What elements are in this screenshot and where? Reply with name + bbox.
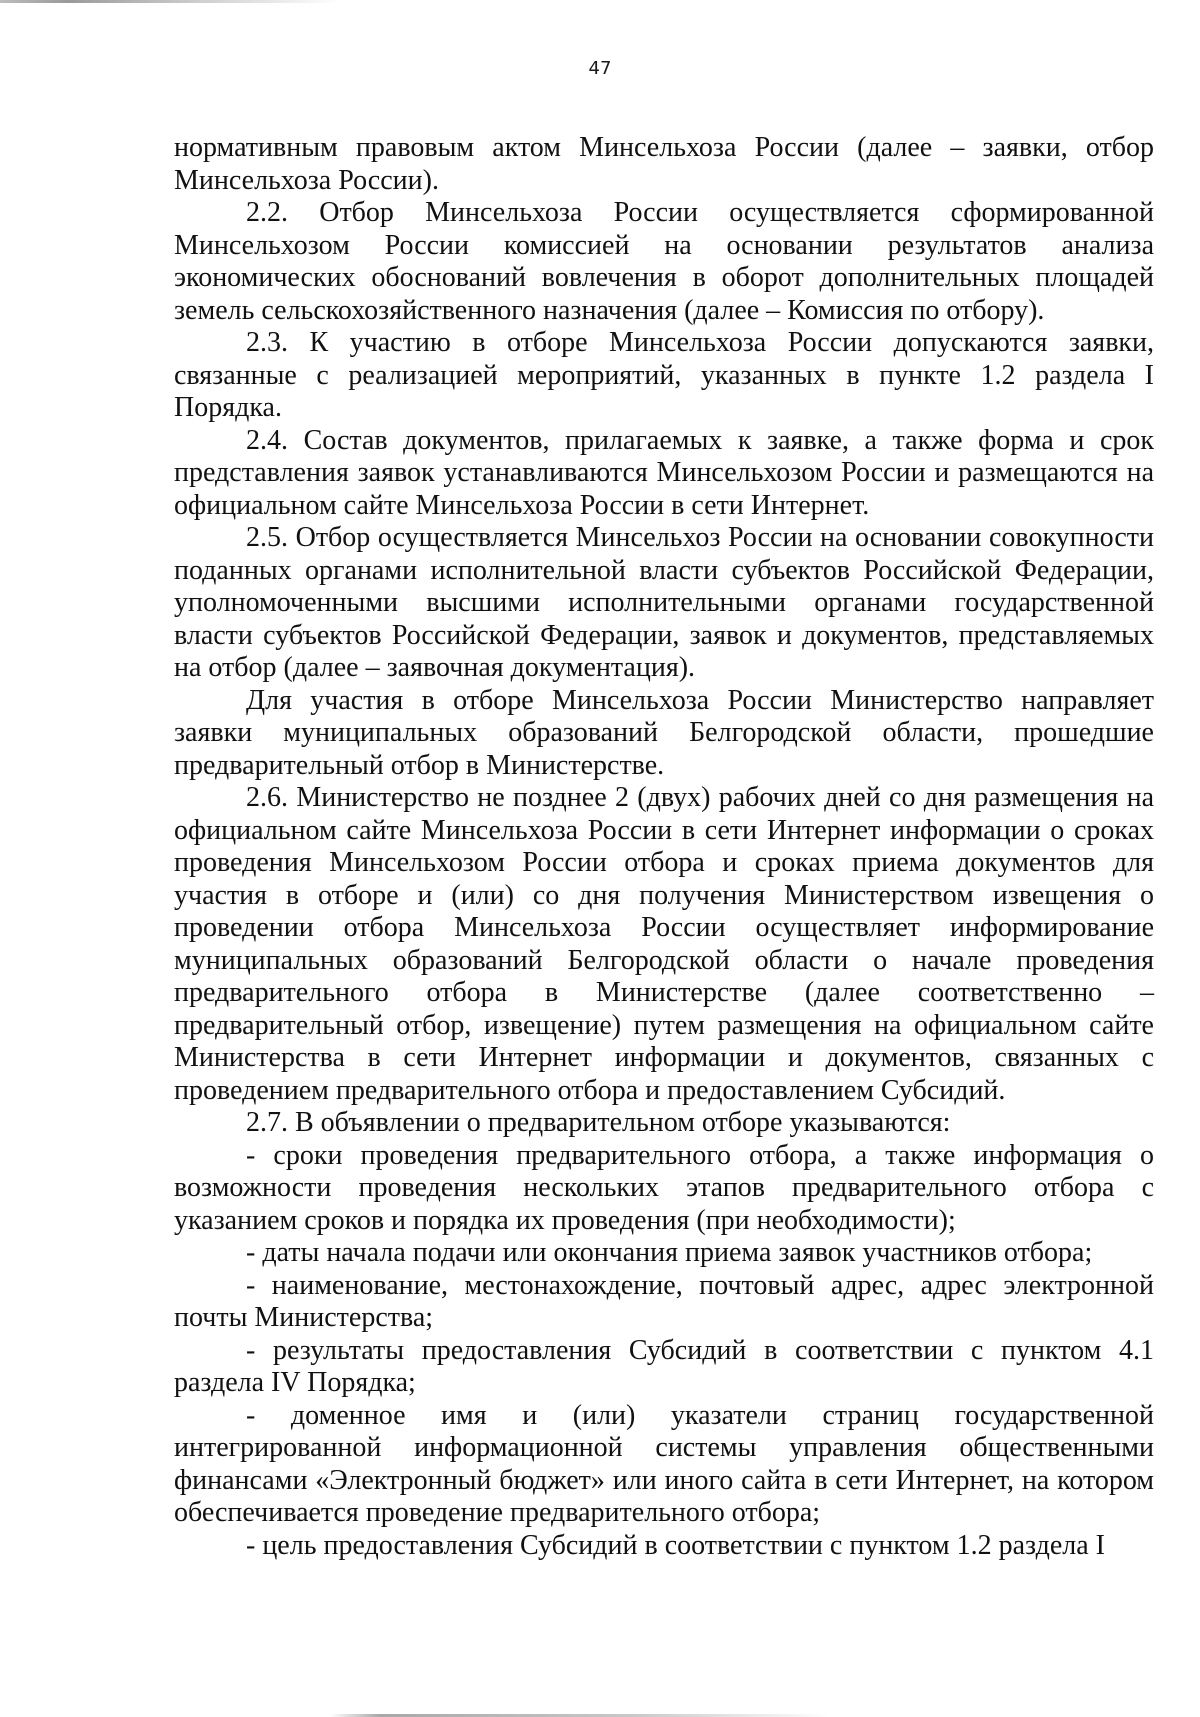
paragraph-2-4: 2.4. Состав документов, прилагаемых к заявке, а также форма и срок представления заявок устанавливаются Минсельхозом России и размещаются на официальном сайте Минсельхоза России в сети Интернет. xyxy=(174,424,1154,521)
paragraph-2-6: 2.6. Министерство не позднее 2 (двух) рабочих дней со дня размещения на официальном сайте Минсельхоза России в сети Интернет информации о сроках проведения Минсельхозом России отбора и сроках приема документов для участия в отборе и (или) со дня получения Министерством извещения о проведении отбора Минсельхоза России осуществляет информирование муниципальных образований Белгородской области о начале проведения предварительного отбора в Министерстве (далее соответственно – предварительный отбор, извещение) путем размещения на официальном сайте Министерства в сети Интернет информации и документов, связанных с проведением предварительного отбора и предоставлением Субсидий. xyxy=(174,782,1154,1106)
paragraph-2-7: 2.7. В объявлении о предварительном отборе указываются: xyxy=(246,1107,951,1138)
page-number: 47 xyxy=(588,58,612,79)
list-item-terms: - сроки проведения предварительного отбора, а также информация о возможности проведения нескольких этапов предварительного отбора с указанием сроков и порядка их проведения (при необходимости); xyxy=(174,1139,1154,1236)
paragraph-2-5: 2.5. Отбор осуществляется Минсельхоз России на основании совокупности поданных органами исполнительной власти субъектов Российской Федерации, уполномоченными высшими исполнительными органами государственной власти субъектов Российской Федерации, заявок и документов, представляемых на отбор (далее – заявочная документация). xyxy=(174,522,1154,683)
list-item-dates: - даты начала подачи или окончания приема заявок участников отбора; xyxy=(246,1237,1093,1268)
paragraph-2-3: 2.3. К участию в отборе Минсельхоза России допускаются заявки, связанные с реализацией мероприятий, указанных в пункте 1.2 раздела I Порядка. xyxy=(174,327,1154,423)
paragraph-participation: Для участия в отборе Минсельхоза России Министерство направляет заявки муниципальных образований Белгородской области, прошедшие предварительный отбор в Министерстве. xyxy=(174,684,1154,781)
paragraph-2-2: 2.2. Отбор Минсельхоза России осуществляется сформированной Минсельхозом России комиссией на основании результатов анализа экономических обоснований вовлечения в оборот дополнительных площадей земель сельскохозяйственного назначения (далее – Комиссия по отбору). xyxy=(174,197,1154,326)
list-item-domain: - доменное имя и (или) указатели страниц государственной интегрированной информационной системы управления общественными финансами «Электронный бюджет» или иного сайта в сети Интернет, на котором обеспечивается проведение предварительного отбора; xyxy=(174,1399,1154,1528)
paragraph-continuation: нормативным правовым актом Минсельхоза России (далее – заявки, отбор Минсельхоза России). xyxy=(174,132,1154,196)
scan-edge-top xyxy=(0,0,340,3)
document-body xyxy=(174,132,1154,1562)
list-item-purpose: - цель предоставления Субсидий в соответствии с пунктом 1.2 раздела I xyxy=(246,1529,1105,1561)
list-item-results: - результаты предоставления Субсидий в соответствии с пунктом 4.1 раздела IV Порядка; xyxy=(174,1334,1154,1398)
list-item-contacts: - наименование, местонахождение, почтовый адрес, адрес электронной почты Министерства; xyxy=(174,1269,1154,1333)
